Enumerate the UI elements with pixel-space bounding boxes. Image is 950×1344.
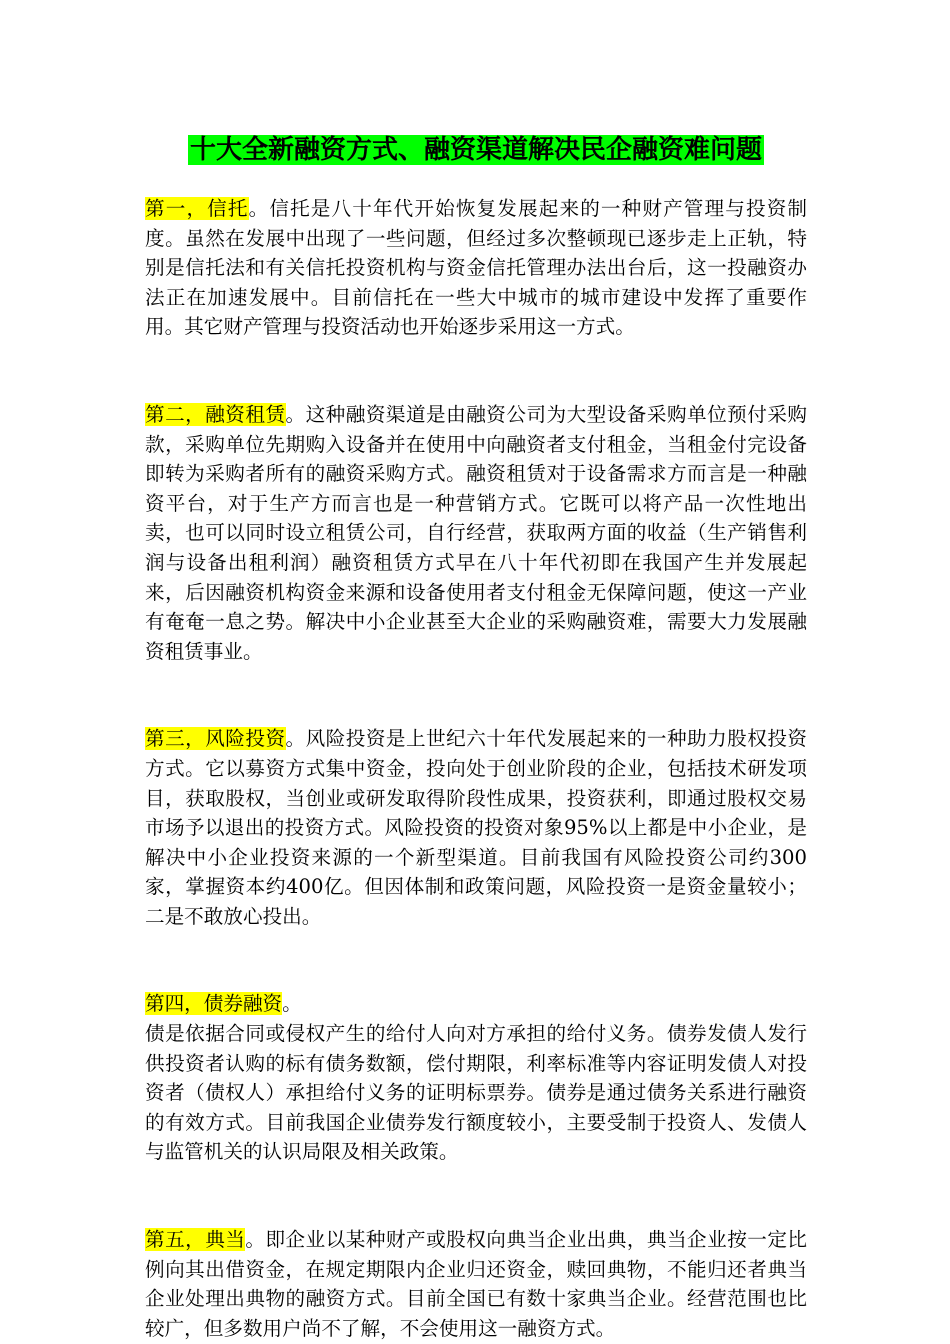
- document-page: [145, 128, 807, 1343]
- section-label: 第五，典当: [145, 1228, 246, 1252]
- section-gap: [145, 931, 807, 989]
- section-leasing: [145, 400, 807, 666]
- section-text: 。即企业以某种财产或股权向典当企业出典，典当企业按一定比例向其出借资金，在规定期限内企业归还资金，赎回典物，不能归还者典当企业处理出典物的融资方式。目前全国已有数十家典当企业。经营范围也比较广，但多数用户尚不了解，不会使用这一融资方式。: [145, 1228, 808, 1340]
- section-body: 债是依据合同或侵权产生的给付人向对方承担的给付义务。债券发债人发行供投资者认购的标有债务数额，偿付期限，利率标准等内容证明发债人对投资者（债权人）承担给付义务的证明标票券。债券是通过债务关系进行融资的有效方式。目前我国企业债券发行额度较小，主要受制于投资人、发债人与监管机关的认识局限及相关政策。: [145, 1022, 807, 1164]
- section-pawn: [145, 1225, 807, 1343]
- section-text: 。这种融资渠道是由融资公司为大型设备采购单位预付采购款，采购单位先期购入设备并在使用中向融资者支付租金，当租金付完设备即转为采购者所有的融资采购方式。融资租赁对于设备需求方而言是一种融资平台，对于生产方而言也是一种营销方式。它既可以将产品一次性地出卖，也可以同时设立租赁公司，自行经营，获取两方面的收益（生产销售利润与设备出租利润）融资租赁方式早在八十年代初即在我国产生并发展起来，后因融资机构资金来源和设备使用者支付租金无保障问题，使这一产业有奄奄一息之势。解决中小企业甚至大企业的采购融资难，需要大力发展融资租赁事业。: [145, 402, 808, 663]
- section-bond-financing: [145, 989, 807, 1167]
- section-gap: [145, 1167, 807, 1225]
- section-label: 第一，信托: [145, 197, 249, 220]
- section-gap: [145, 342, 807, 400]
- section-label: 第三，风险投资: [145, 727, 286, 751]
- section-label: 第二，融资租赁: [145, 402, 286, 426]
- section-label: 第四，债券融资: [145, 992, 283, 1016]
- section-text: 。风险投资是上世纪六十年代发展起来的一种助力股权投资方式。它以募资方式集中资金，投向处于创业阶段的企业，包括技术研发项目，获取股权，当创业或研发取得阶段性成果，投资获利，即通过股权交易市场予以退出的投资方式。风险投资的投资对象95%以上都是中小企业，是解决中小企业投资来源的一个新型渠道。目前我国有风险投资公司约300家，掌握资本约400亿。但因体制和政策问题，风险投资一是资金量较小；二是不敢放心投出。: [145, 727, 808, 928]
- title-highlight: 十大全新融资方式、融资渠道解决民企融资难问题: [189, 135, 762, 165]
- section-venture-capital: [145, 724, 807, 931]
- section-text: 。信托是八十年代开始恢复发展起来的一种财产管理与投资制度。虽然在发展中出现了一些问题，但经过多次整顿现已逐步走上正轨，特别是信托法和有关信托投资机构与资金信托管理办法出台后，这一投融资办法正在加速发展中。目前信托在一些大中城市的城市建设中发挥了重要作用。其它财产管理与投资活动也开始逐步采用这一方式。: [145, 197, 808, 339]
- section-gap: [145, 666, 807, 724]
- document-title: [145, 128, 807, 172]
- section-trust: [145, 194, 807, 342]
- section-text: 。: [282, 992, 302, 1016]
